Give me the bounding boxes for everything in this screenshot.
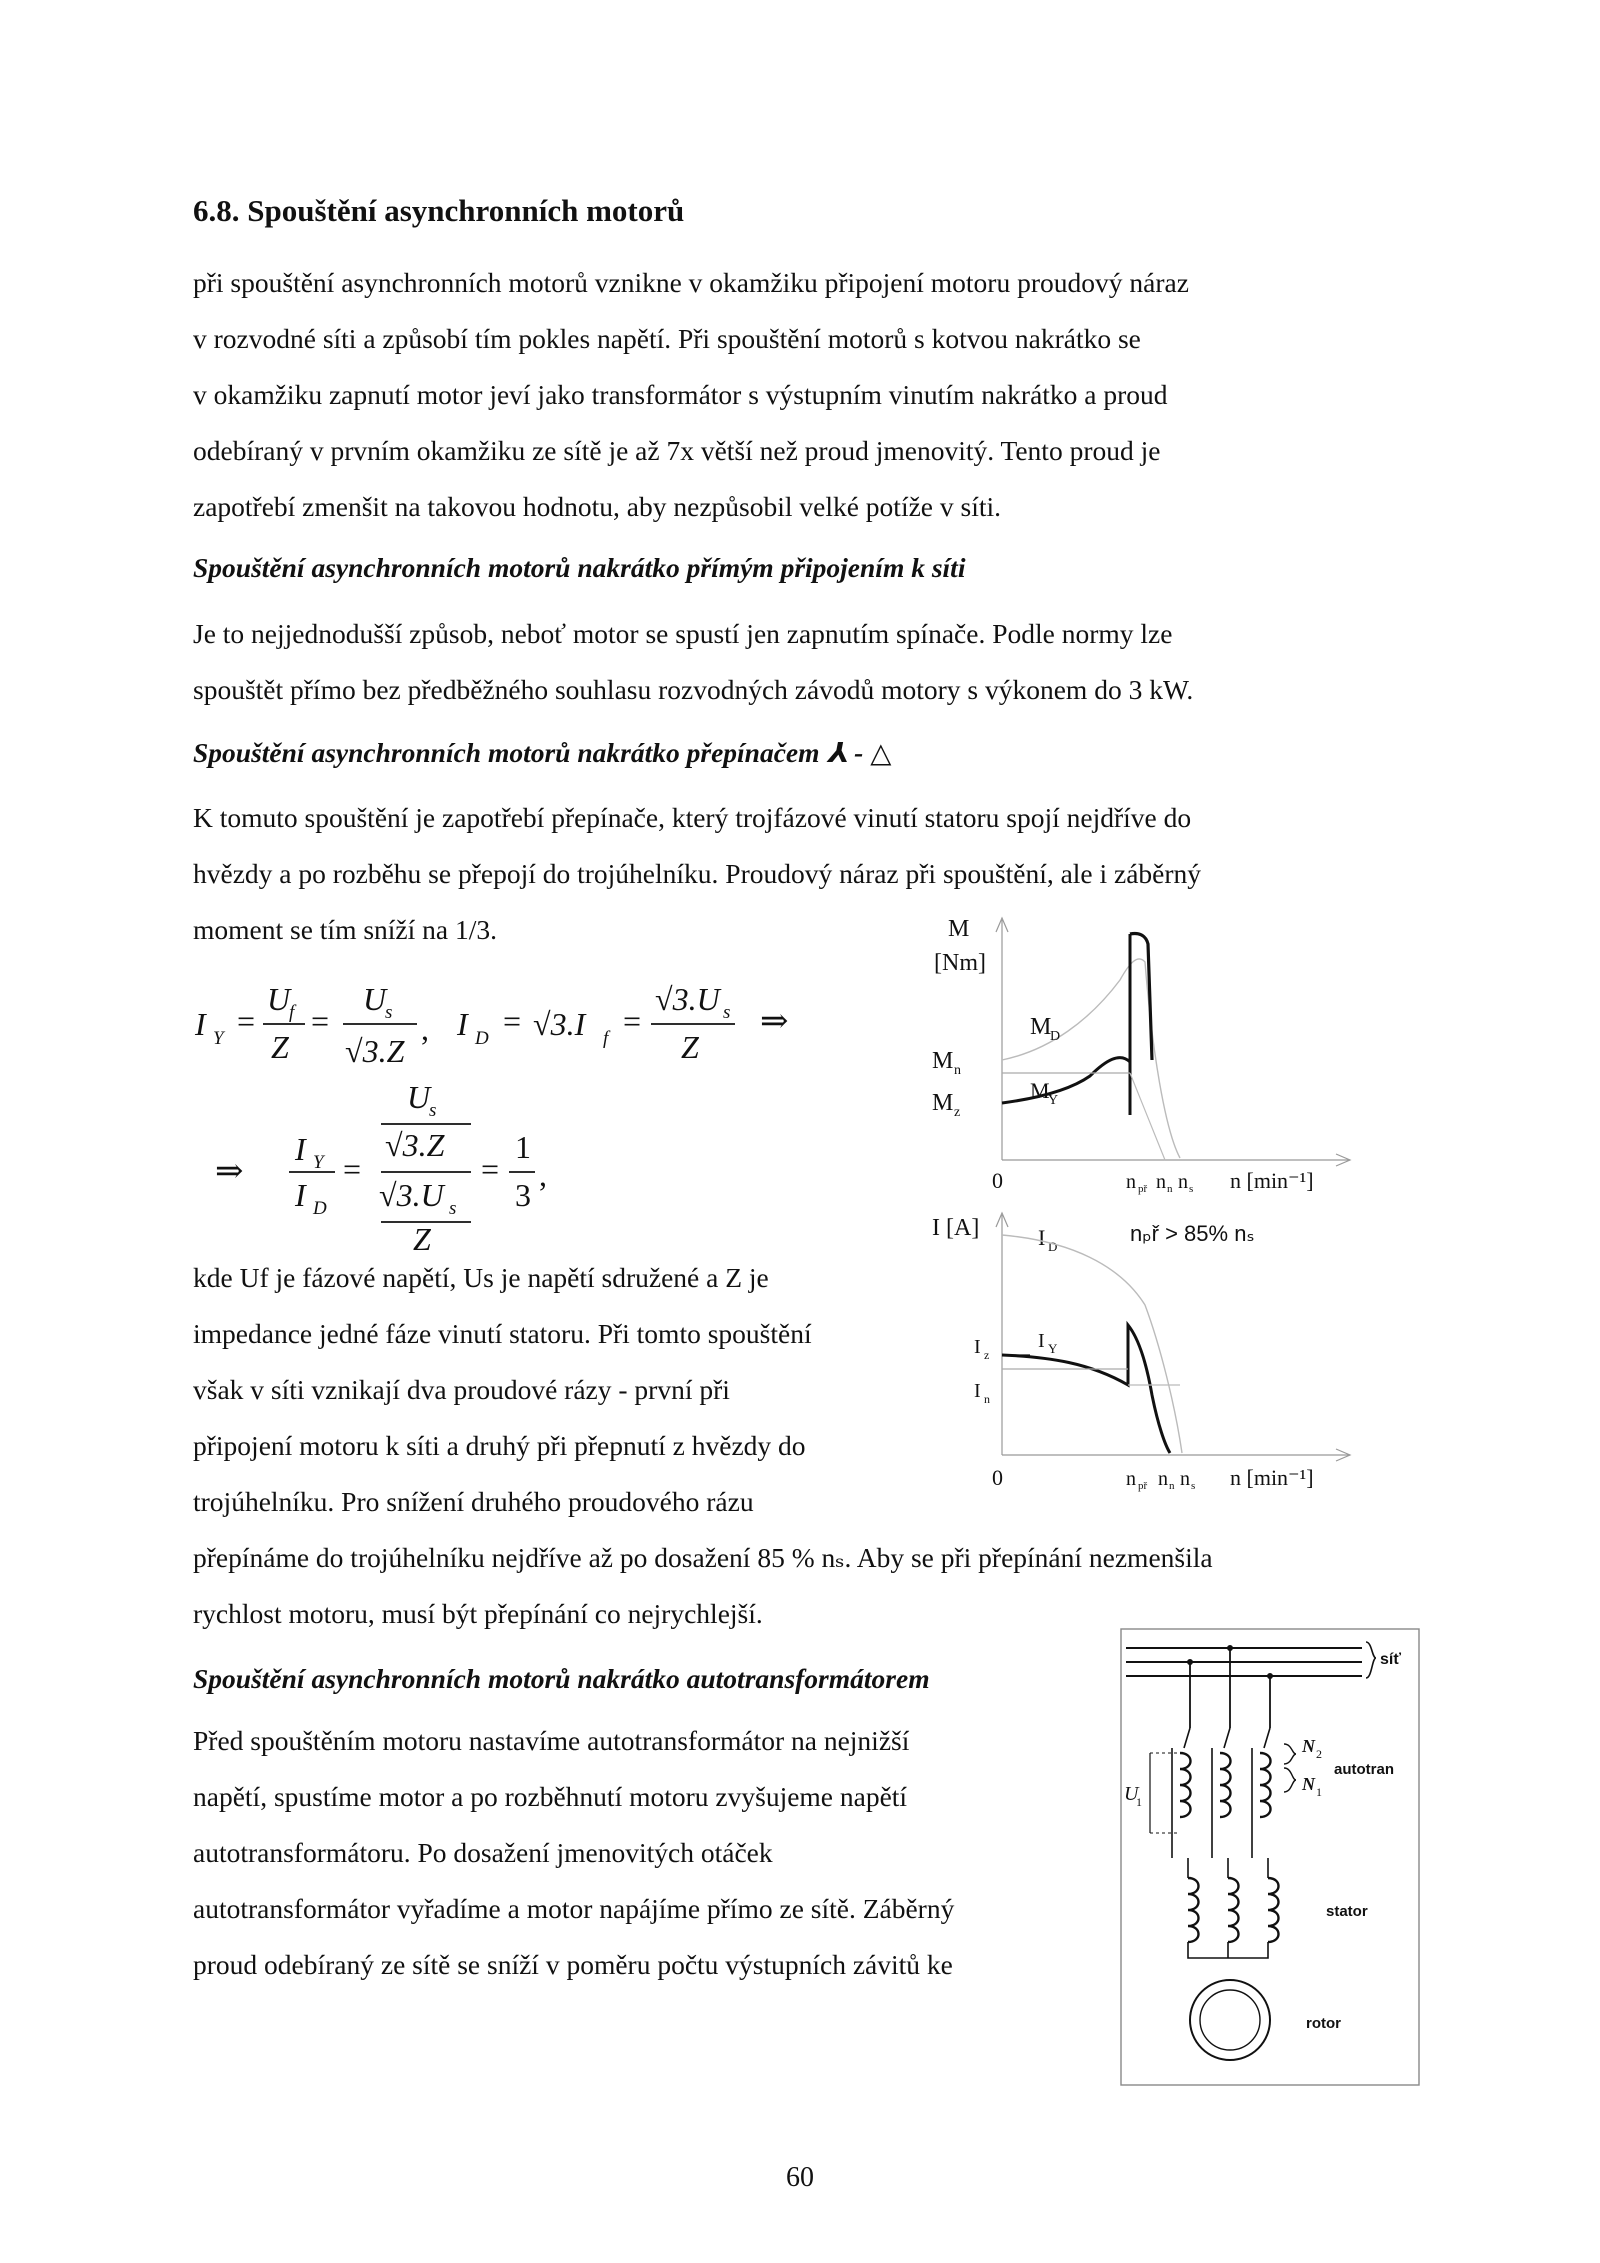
arrow-icon: ⇒ <box>215 1153 244 1190</box>
arrow-icon-glyph: ⇒ <box>760 1003 789 1040</box>
formula-eq: = <box>237 1003 256 1039</box>
formula-comma: , <box>421 1011 429 1047</box>
star-delta-explanation <box>193 1250 933 1530</box>
formula-id-sub: D <box>313 1198 327 1219</box>
text-line: trojúhelníku. Pro snížení druhého proudového rázu <box>193 1486 754 1517</box>
formula-id: I <box>457 1006 468 1042</box>
mz-label-sub: z <box>954 1105 961 1120</box>
formula-us-sub: s <box>429 1100 437 1121</box>
id-label-sub: D <box>1048 1239 1058 1254</box>
text-line: rychlost motoru, musí být přepínání co nejrychlejší. <box>193 1598 763 1629</box>
text-line: přepínáme do trojúhelníku nejdříve až po dosažení 85 % nₛ. Aby se při přepínání nezmenšila <box>193 1542 1213 1573</box>
text-line: napětí, spustíme motor a po rozběhnutí motoru zvyšujeme napětí <box>193 1781 908 1812</box>
formula-sqrt3if: √3.I <box>533 1006 586 1042</box>
formula-z: Z <box>413 1221 431 1250</box>
formula-id: I <box>295 1177 306 1213</box>
formula-z: Z <box>681 1029 699 1065</box>
autotransformer-paragraph <box>193 1713 1113 1993</box>
ns-label-sub: s <box>1189 1183 1194 1195</box>
formula-iy: I <box>195 1006 206 1042</box>
formula-iy-sub: Y <box>313 1152 324 1173</box>
text-line: autotransformátor vyřadíme a motor napájíme přímo ze sítě. Záběrný <box>193 1893 955 1924</box>
formula-comma: , <box>539 1157 547 1193</box>
torque-axis-unit: [Nm] <box>934 950 986 976</box>
in-label: I <box>974 1380 981 1402</box>
text-line: kde Uf je fázové napětí, Us je napětí sdružené a Z je <box>193 1262 769 1293</box>
subheading-direct-start: Spouštění asynchronních motorů nakrátko přímým připojením k síti <box>193 552 966 583</box>
text-line: připojení motoru k síti a druhý při přepnutí z hvězdy do <box>193 1430 806 1461</box>
formula-if-sub: f <box>603 1028 609 1049</box>
text-line: při spouštění asynchronních motorů vznikne v okamžiku připojení motoru proudový náraz <box>193 267 1189 298</box>
direct-start-paragraph <box>193 606 1433 718</box>
mz-label: M <box>932 1090 954 1116</box>
formula-sqrt3us: √3.U <box>379 1177 444 1213</box>
autotransformer-schematic <box>1120 1628 1422 2088</box>
iz-label-sub: z <box>984 1348 990 1362</box>
rotor-label: rotor <box>1306 2015 1341 2032</box>
formula-us-sub: s <box>449 1198 457 1219</box>
intro-paragraph <box>193 255 1413 535</box>
origin-label: 0 <box>992 1465 1003 1490</box>
formula-us-sub: s <box>723 1002 731 1023</box>
text-line: zapotřebí zmenšit na takovou hodnotu, aby nezpůsobil velké potíže v síti. <box>193 491 1002 522</box>
formula-iy: I <box>295 1131 306 1167</box>
network-label: síť <box>1380 1651 1402 1668</box>
nn-label: n <box>1156 1171 1166 1193</box>
text-line: K tomuto spouštění je zapotřebí přepínače, který trojfázové vinutí statoru spojí nejdříve do <box>193 802 1192 833</box>
switching-paragraph <box>193 1530 1413 1642</box>
stator-label: stator <box>1326 1903 1368 1920</box>
nn-label-sub: n <box>1167 1183 1173 1195</box>
formula-uf: U <box>267 981 291 1017</box>
u1-label: U <box>1124 1783 1139 1805</box>
formula-us: U <box>363 981 387 1017</box>
text-line: v rozvodné síti a způsobí tím pokles napětí. Při spouštění motorů s kotvou nakrátko se <box>193 323 1141 354</box>
formula-eq: = <box>343 1151 362 1187</box>
page-number: 60 <box>786 2162 814 2193</box>
text-line: v okamžiku zapnutí motor jeví jako transformátor s výstupním vinutím nakrátko a proud <box>193 379 1168 410</box>
subheading-star-delta: Spouštění asynchronních motorů nakrátko přepínačem ⅄ - △ <box>193 737 892 768</box>
nn-label: n <box>1158 1468 1168 1490</box>
formula-us-sub: s <box>385 1002 393 1023</box>
in-label-sub: n <box>984 1392 990 1406</box>
text-line: autotransformátoru. Po dosažení jmenovitých otáček <box>193 1837 773 1868</box>
current-speed-chart <box>930 1205 1410 1495</box>
iy-label-sub: Y <box>1048 1341 1058 1356</box>
my-label: M <box>1030 1078 1050 1103</box>
section-heading: 6.8. Spouštění asynchronních motorů <box>193 193 685 228</box>
text-line: impedance jedné fáze vinutí statoru. Při tomto spouštění <box>193 1318 812 1349</box>
md-label: M <box>1030 1014 1052 1040</box>
ns-label: n <box>1180 1468 1190 1490</box>
u1-label-sub: 1 <box>1136 1795 1142 1809</box>
ns-label: n <box>1178 1171 1188 1193</box>
npr-label: n <box>1126 1171 1136 1193</box>
iz-label: I <box>974 1336 981 1358</box>
formula-three: 3 <box>515 1177 531 1213</box>
text-line: spouštět přímo bez předběžného souhlasu rozvodných závodů motory s výkonem do 3 kW. <box>193 674 1194 705</box>
formula-sqrt3us: √3.U <box>655 981 720 1017</box>
mn-label-sub: n <box>954 1063 961 1078</box>
formula-sqrt3z: √3.Z <box>345 1033 405 1069</box>
npr-label-sub: př <box>1138 1480 1148 1492</box>
text-line: však v síti vznikají dva proudové rázy - první při <box>193 1374 730 1405</box>
nn-label-sub: n <box>1169 1480 1175 1492</box>
formula-eq: = <box>503 1003 522 1039</box>
star-delta-formula <box>185 960 745 1250</box>
torque-axis-label: M <box>948 916 970 942</box>
origin-label: 0 <box>992 1168 1003 1193</box>
text-line: odebíraný v prvním okamžiku ze sítě je až 7x větší než proud jmenovitý. Tento proud je <box>193 435 1161 466</box>
npr-label-sub: př <box>1138 1183 1148 1195</box>
arrow-icon <box>760 1002 820 1042</box>
formula-uf-sub: f <box>289 1002 295 1023</box>
npr-label: n <box>1126 1468 1136 1490</box>
n2-label: N <box>1302 1736 1315 1756</box>
id-label: I <box>1038 1225 1046 1250</box>
formula-id-sub: D <box>475 1028 489 1049</box>
text-line: hvězdy a po rozběhu se přepojí do trojúhelníku. Proudový náraz při spouštění, ale i záběrný <box>193 858 1202 889</box>
x-axis-label: n [min⁻¹] <box>1230 1465 1314 1490</box>
mn-label: M <box>932 1048 954 1074</box>
torque-speed-chart <box>930 910 1410 1200</box>
formula-eq: = <box>311 1003 330 1039</box>
switch-speed-note: nₚř > 85% nₛ <box>1130 1221 1255 1246</box>
text-line: moment se tím sníží na 1/3. <box>193 914 497 945</box>
ns-label-sub: s <box>1191 1480 1196 1492</box>
md-label-sub: D <box>1050 1029 1061 1044</box>
formula-one: 1 <box>515 1129 531 1165</box>
text-line: proud odebíraný ze sítě se sníží v poměru počtu výstupních závitů ke <box>193 1949 953 1980</box>
text-line: Je to nejjednodušší způsob, neboť motor se spustí jen zapnutím spínače. Podle normy lze <box>193 618 1173 649</box>
n2-label-sub: 2 <box>1316 1747 1322 1761</box>
text-line: Před spouštěním motoru nastavíme autotransformátor na nejnižší <box>193 1725 910 1756</box>
subheading-autotransformer: Spouštění asynchronních motorů nakrátko autotransformátorem <box>193 1663 930 1694</box>
autotransformer-label: autotran <box>1334 1761 1394 1778</box>
formula-sqrt3z: √3.Z <box>385 1127 445 1163</box>
formula-z: Z <box>271 1029 289 1065</box>
formula-iy-sub: Y <box>213 1028 224 1049</box>
my-label-sub: Y <box>1048 1093 1059 1108</box>
current-axis-label: I [A] <box>932 1215 980 1241</box>
n1-label: N <box>1302 1774 1315 1794</box>
iy-label: I <box>1038 1330 1045 1352</box>
n1-label-sub: 1 <box>1316 1785 1322 1799</box>
formula-us: U <box>407 1079 431 1115</box>
x-axis-label: n [min⁻¹] <box>1230 1168 1314 1193</box>
formula-eq: = <box>481 1151 500 1187</box>
formula-eq: = <box>623 1003 642 1039</box>
